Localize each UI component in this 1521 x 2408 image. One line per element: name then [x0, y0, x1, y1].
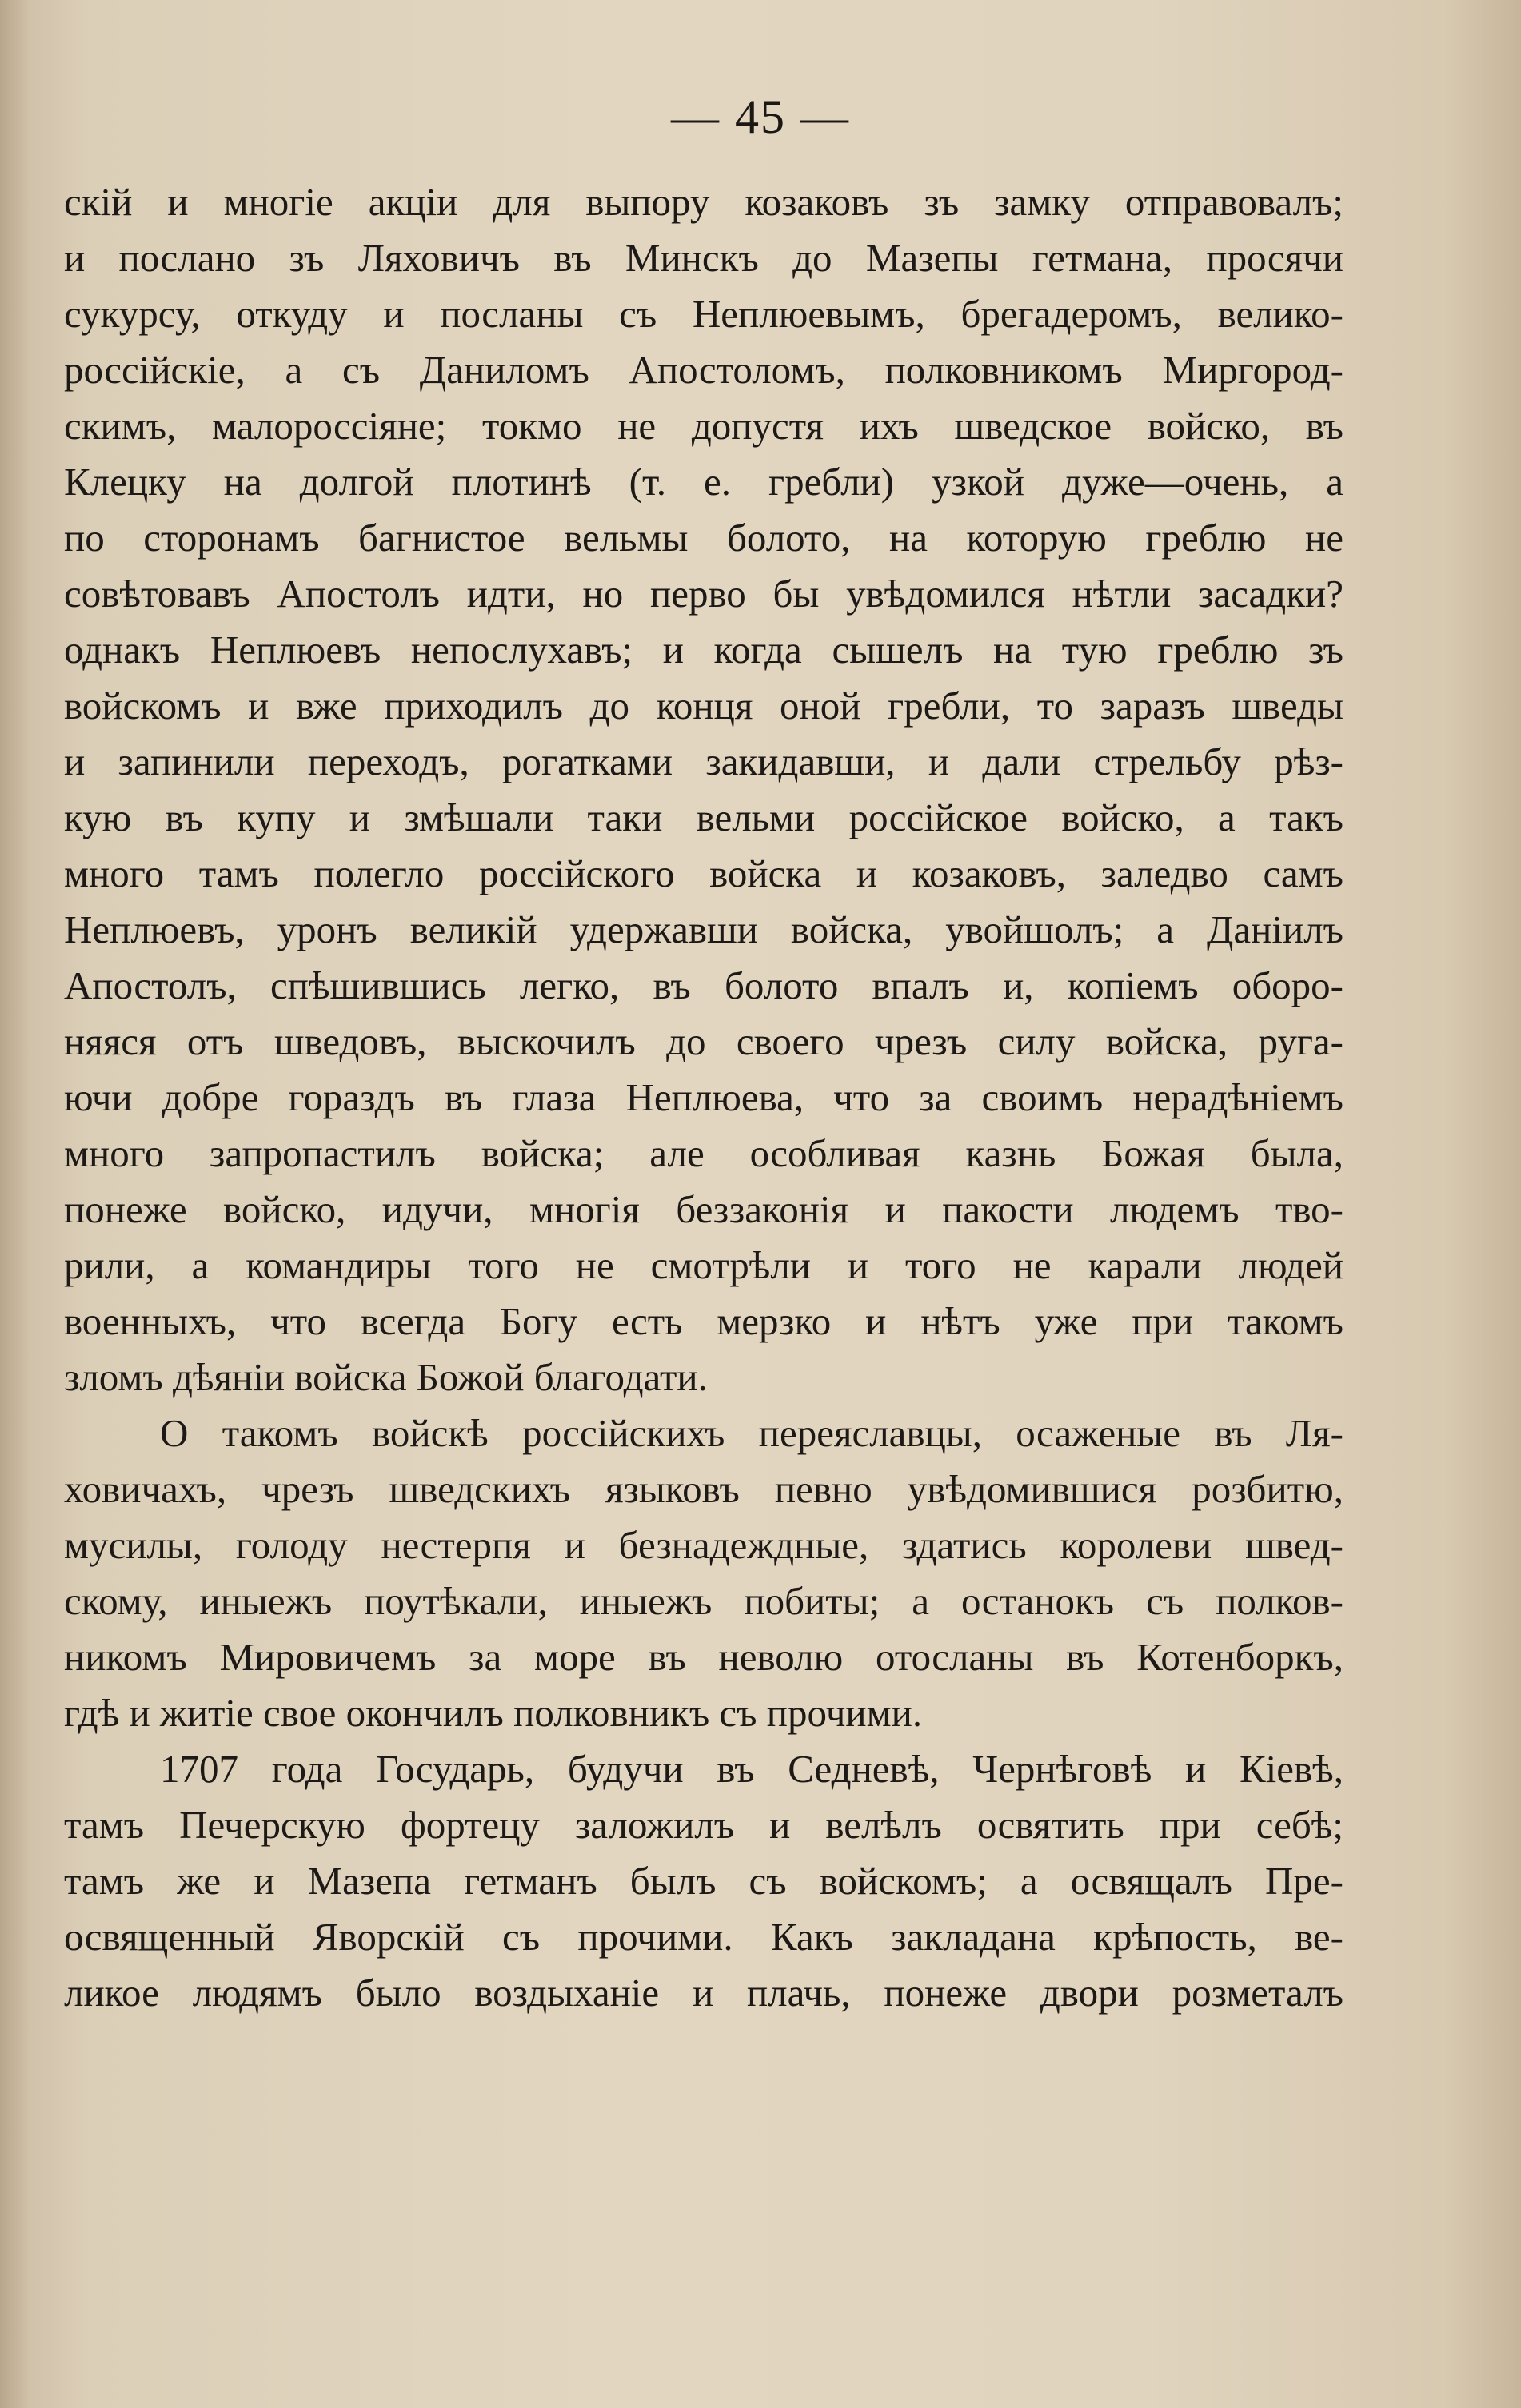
- text-line: няяся отъ шведовъ, выскочилъ до своего чрезъ силу войска, руга-: [64, 1019, 1343, 1063]
- text-line: ховичахъ, чрезъ шведскихъ языковъ певно увѣдомившися розбитю,: [64, 1467, 1343, 1511]
- text-line: однакъ Неплюевъ непослухавъ; и когда сышелъ на тую греблю зъ: [64, 628, 1343, 672]
- text-line: тамъ Печерскую фортецу заложилъ и велѣлъ освятить при себѣ;: [64, 1803, 1343, 1847]
- page-number-dash-right: —: [800, 90, 850, 143]
- text-line: 1707 года Государь, будучи въ Седневѣ, Чернѣговѣ и Кіевѣ,: [160, 1747, 1343, 1791]
- text-line: понеже войско, идучи, многія беззаконія и пакости людемъ тво-: [64, 1187, 1343, 1231]
- text-line: Неплюевъ, уронъ великій удержавши войска, увойшолъ; а Даніилъ: [64, 907, 1343, 951]
- page-number-value: 45: [735, 90, 786, 143]
- paragraph: [64, 1405, 1343, 1741]
- text-line: освященный Яворскій съ прочими. Какъ закладана крѣпость, ве-: [64, 1915, 1343, 1959]
- text-line: никомъ Мировичемъ за море въ неволю отосланы въ Котенборкъ,: [64, 1635, 1343, 1679]
- text-line: и послано зъ Ляховичъ въ Минскъ до Мазепы гетмана, просячи: [64, 236, 1343, 280]
- page-number: [0, 90, 1521, 145]
- text-line: военныхъ, что всегда Богу есть мерзко и нѣтъ уже при такомъ: [64, 1299, 1343, 1343]
- body-text: [64, 174, 1343, 2021]
- text-line: скій и многіе акціи для выпору козаковъ зъ замку отправовалъ;: [64, 180, 1343, 224]
- text-line: мусилы, голоду нестерпя и безнадеждные, здатись королеви швед-: [64, 1523, 1343, 1567]
- text-line: россійскіе, а съ Даниломъ Апостоломъ, полковникомъ Миргород-: [64, 348, 1343, 392]
- text-line: О такомъ войскѣ россійскихъ переяславцы, осаженые въ Ля-: [160, 1411, 1343, 1455]
- text-line: Апостолъ, спѣшившись легко, въ болото впалъ и, копіемъ оборо-: [64, 963, 1343, 1007]
- text-line: скимъ, малороссіяне; токмо не допустя ихъ шведское войско, въ: [64, 404, 1343, 448]
- paragraph: [64, 1741, 1343, 2021]
- text-line: по сторонамъ багнистое вельмы болото, на которую греблю не: [64, 516, 1343, 560]
- paragraph: [64, 174, 1343, 1405]
- text-line: сукурсу, откуду и посланы съ Неплюевымъ, брегадеромъ, велико-: [64, 292, 1343, 336]
- text-line: зломъ дѣяніи войска Божой благодати.: [64, 1355, 708, 1399]
- text-line: гдѣ и житіе свое окончилъ полковникъ съ прочими.: [64, 1691, 923, 1735]
- text-line: тамъ же и Мазепа гетманъ былъ съ войскомъ; а освящалъ Пре-: [64, 1859, 1343, 1903]
- text-line: совѣтовавъ Апостолъ идти, но перво бы увѣдомился нѣтли засадки?: [64, 572, 1343, 616]
- page-number-dash-left: —: [671, 90, 721, 143]
- text-line: много запропастилъ войска; але особливая казнь Божая была,: [64, 1131, 1343, 1175]
- text-line: рили, а командиры того не смотрѣли и того не карали людей: [64, 1243, 1343, 1287]
- text-line: много тамъ полегло россійского войска и козаковъ, заледво самъ: [64, 851, 1343, 895]
- text-line: скому, иныежъ поутѣкали, иныежъ побиты; а останокъ съ полков-: [64, 1579, 1343, 1623]
- text-line: кую въ купу и змѣшали таки вельми россійское войско, а такъ: [64, 795, 1343, 839]
- text-line: ючи добре гораздъ въ глаза Неплюева, что за своимъ нерадѣніемъ: [64, 1075, 1343, 1119]
- text-line: войскомъ и вже приходилъ до конця оной гребли, то заразъ шведы: [64, 684, 1343, 728]
- text-line: ликое людямъ было воздыханіе и плачь, понеже двори розметалъ: [64, 1971, 1343, 2015]
- text-line: Клецку на долгой плотинѣ (т. е. гребли) узкой дуже—очень, а: [64, 460, 1343, 504]
- text-line: и запинили переходъ, рогатками закидавши, и дали стрельбу рѣз-: [64, 740, 1343, 783]
